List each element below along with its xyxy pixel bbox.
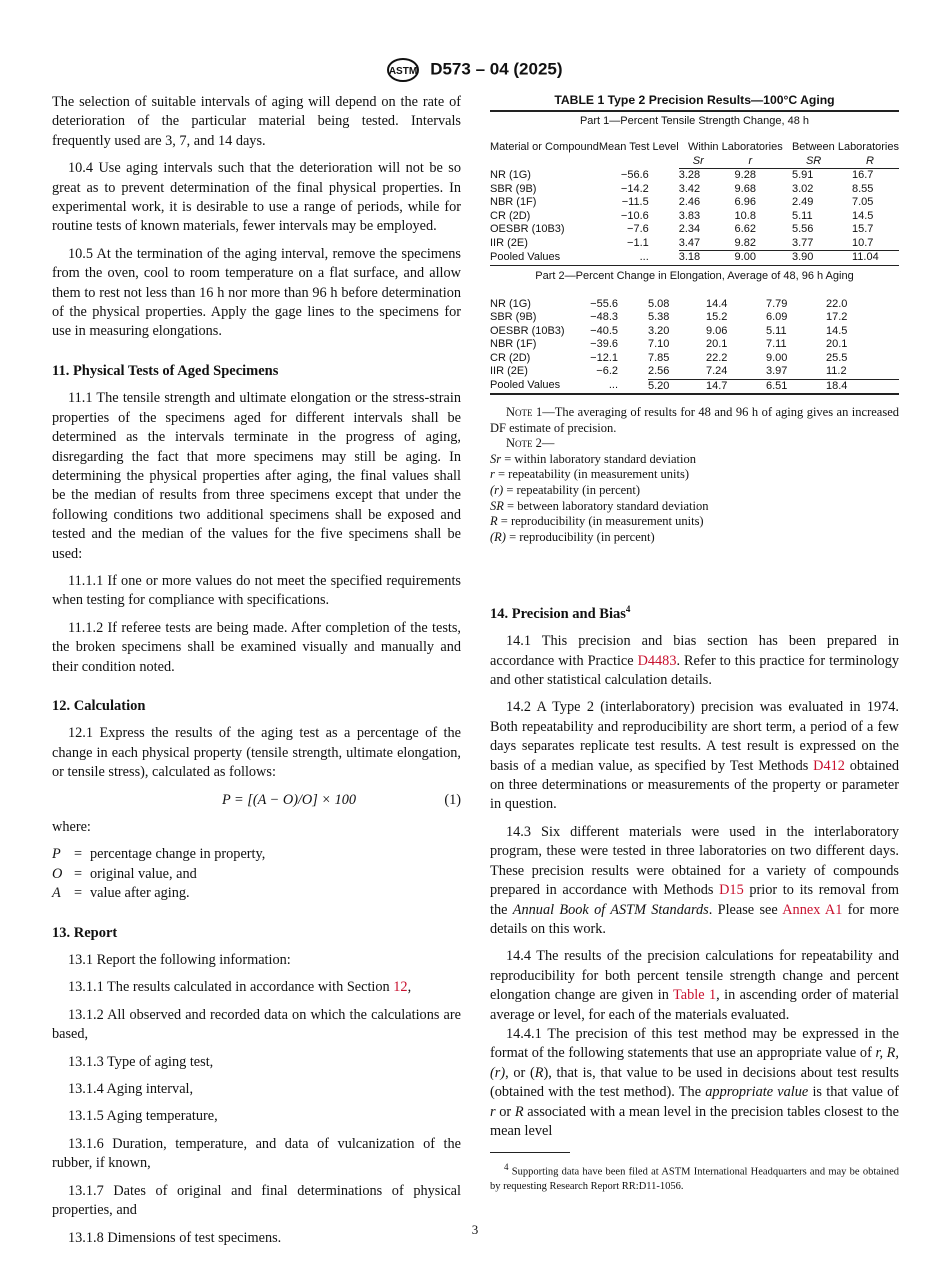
table-cell: 6.09	[766, 311, 788, 323]
table-row	[490, 223, 899, 237]
col-header-SR: SR	[792, 155, 852, 169]
table-cell: 3.83	[678, 209, 701, 222]
col-header-r: r	[735, 155, 792, 169]
table-cell: 3.42	[678, 182, 701, 195]
table-cell: NR (1G)	[490, 297, 531, 310]
table-row	[490, 251, 899, 265]
text: associated with a mean level in the precision tables closest to the mean level	[490, 1103, 899, 1139]
paragraph-11-1: 11.1 The tensile strength and ultimate elongation or the stress-strain properties of the specimens aged for different intervals shall be determined as the intervals terminate in the progress of aging, disregarding the fact that more specimens may still be aging. In determining the physical properties after aging, the final values shall be the median of results from three specimens except that under the following conditions two additional specimens shall be exposed and tested and the median of the values for the five specimens shall be used:	[52, 390, 461, 562]
table-cell: 2.34	[678, 223, 701, 235]
table-cell: 5.08	[648, 297, 670, 310]
text: prior to its removal from the	[490, 882, 899, 918]
variable-definition: percentage change in property,	[90, 846, 266, 863]
table-cell: SBR (9B)	[490, 311, 537, 323]
table-cell: 8.55	[851, 182, 874, 195]
equals-sign: =	[74, 885, 83, 902]
italic-text: R	[534, 1064, 544, 1081]
variable-definition: value after aging.	[90, 885, 190, 902]
annex-a1-link[interactable]: Annex A1	[782, 901, 843, 918]
paragraph-13-1-4: 13.1.4 Aging interval,	[68, 1081, 194, 1098]
table-cell: 9.00	[766, 351, 788, 364]
table-cell: 3.02	[791, 182, 814, 195]
symbol: R	[490, 514, 498, 529]
footnote	[490, 1152, 899, 1195]
note-1	[490, 405, 899, 436]
table-row	[490, 365, 899, 379]
table-cell: IIR (2E)	[490, 236, 528, 249]
table-cell: NR (1G)	[490, 168, 531, 181]
where-label: where:	[52, 819, 91, 835]
text: obtained on three determinations or measurements of the property or parameter in question.	[490, 757, 899, 813]
section-12-link[interactable]: 12	[393, 979, 408, 996]
table-cell: 14.5	[826, 324, 848, 337]
table-cell: OESBR (10B3)	[490, 223, 565, 235]
paragraph-14-4-1	[490, 1025, 899, 1141]
paragraph-12-1: 12.1 Express the results of the aging test as a percentage of the change in each physical property (tensile strength, ultimate elongation, or tensile stress), calculated as follows:	[52, 725, 461, 781]
table-title: TABLE 1 Type 2 Precision Results—100°C Aging	[554, 93, 835, 107]
table-cell: −56.6	[620, 168, 649, 181]
table-cell: 15.7	[851, 223, 874, 235]
paragraph-13-1-7: 13.1.7 Dates of original and final determinations of physical properties, and	[52, 1182, 461, 1219]
table-cell: ...	[608, 379, 618, 392]
table-row	[490, 338, 899, 352]
table-cell: −12.1	[590, 351, 618, 364]
note-label: Note 2	[506, 436, 542, 451]
table-cell: 18.4	[826, 379, 899, 394]
col-header-between: Between Laboratories	[791, 141, 899, 153]
italic-text: appropriate value	[705, 1084, 809, 1101]
table-cell: 20.1	[706, 338, 728, 350]
table-cell: NBR (1F)	[490, 196, 537, 208]
table-row	[490, 237, 899, 251]
italic-text: r, R, (r)	[490, 1045, 899, 1081]
paragraph-14-1	[490, 632, 899, 690]
left-column	[52, 93, 461, 1256]
astm-logo-icon	[387, 58, 419, 82]
table-cell: 11.2	[826, 365, 847, 377]
note-text: —The averaging of results for 48 and 96 h of aging gives an increased DF estimate of precision.	[490, 405, 899, 435]
note-definition	[490, 514, 899, 530]
table-cell: 9.82	[734, 236, 756, 249]
text: ), that is, that value to be used in decisions about test results (obtained with the test method). The	[490, 1064, 899, 1101]
italic-text: r	[490, 1103, 496, 1120]
definition: = repeatability (in percent)	[503, 482, 641, 497]
d4483-link[interactable]: D4483	[637, 652, 677, 669]
text: is that value of	[808, 1084, 899, 1101]
paragraph-13-1-5: 13.1.5 Aging temperature,	[68, 1108, 218, 1125]
table-cell: 6.62	[734, 223, 756, 235]
part1-table	[490, 141, 899, 265]
page-header	[0, 58, 950, 82]
text: 14.3 Six different materials were used in the interlaboratory program, these were tested in three laboratories on two different days. These precision results were obtained for a variety of compounds prepared in accordance with Methods	[490, 823, 899, 899]
part2-caption: Part 2—Percent Change in Elongation, Average of 48, 96 h Aging	[490, 265, 899, 298]
table-cell: 7.85	[648, 351, 670, 364]
table-row	[490, 379, 899, 394]
note-2	[490, 436, 899, 452]
table-row	[490, 311, 899, 325]
text: 14.4 The results of the precision calculations for repeatability and reproducibility for both percent tensile strength change and percent elongation change are given in	[490, 948, 899, 1004]
symbol: r	[490, 467, 495, 482]
paragraph-13-1-2: 13.1.2 All observed and recorded data on which the calculations are based,	[52, 1006, 461, 1043]
table-row	[490, 298, 899, 312]
section-heading-12: 12. Calculation	[52, 697, 146, 714]
equals-sign: =	[74, 846, 83, 863]
text: for more details on this work.	[490, 901, 899, 937]
text: . Refer to this practice for terminology and other statistical calculation details.	[490, 652, 899, 689]
paragraph-14-2	[490, 698, 899, 814]
part1-caption: Part 1—Percent Tensile Strength Change, 48 h	[490, 110, 899, 141]
table-cell: 17.2	[826, 311, 848, 323]
part2-table	[490, 298, 899, 396]
paragraph-11-1-1: 11.1.1 If one or more values do not meet the specified requirements when testing for compliance with specifications.	[52, 572, 461, 609]
d15-link[interactable]: D15	[719, 882, 744, 899]
table-cell: 5.11	[791, 209, 813, 222]
table-cell: 22.0	[826, 297, 848, 310]
table-cell: −40.5	[590, 324, 618, 337]
variable-definitions	[52, 845, 461, 903]
table-cell: 5.56	[791, 223, 814, 235]
table-cell: 3.90	[792, 251, 852, 265]
table-cell: 3.47	[678, 236, 701, 249]
paragraph-13-1-3: 13.1.3 Type of aging test,	[68, 1053, 214, 1070]
table-cell: Pooled Values	[490, 379, 561, 392]
text: . Please see	[708, 901, 783, 918]
table-cell: CR (2D)	[490, 209, 531, 222]
paragraph-14-4	[490, 947, 899, 1025]
text: or	[495, 1103, 515, 1120]
table-cell: 2.56	[648, 365, 670, 377]
table-row	[490, 325, 899, 339]
table-cell: 7.11	[766, 338, 787, 350]
paragraph-11-1-2: 11.1.2 If referee tests are being made. After completion of the tests, the broken specimens shall be examined visually and manually and their condition noted.	[52, 619, 461, 675]
table-cell: 22.2	[706, 351, 728, 364]
paragraph: The selection of suitable intervals of aging will depend on the rate of deterioration of the particular material being tested. Intervals frequently used are 3, 7, and 14 days.	[52, 94, 461, 149]
table-cell: 3.77	[791, 236, 814, 249]
equation-1	[52, 791, 461, 810]
col-header-R: R	[852, 155, 899, 169]
text: ,	[407, 979, 412, 996]
col-header-material: Material or Compound	[490, 141, 599, 153]
definition: = reproducibility (in percent)	[505, 529, 655, 544]
col-header-within: Within Laboratories	[687, 141, 783, 153]
table-cell: NBR (1F)	[490, 338, 537, 350]
table-cell: Pooled Values	[490, 250, 561, 263]
table-cell: 10.8	[734, 209, 756, 222]
table-cell: 25.5	[826, 351, 848, 364]
table-cell: 5.91	[791, 169, 814, 181]
symbol: Sr	[490, 451, 502, 466]
equation: P = [(A − O)/O] × 100	[222, 791, 357, 808]
section-heading-14	[490, 600, 899, 624]
note-definition	[490, 530, 899, 546]
svg-text:ASTM: ASTM	[389, 66, 418, 77]
table-cell: 5.20	[648, 379, 706, 394]
table-notes	[490, 405, 899, 545]
table-cell: −6.2	[596, 365, 618, 378]
table-row	[490, 210, 899, 224]
table-cell: −10.6	[620, 209, 649, 222]
italic-text: R	[514, 1103, 524, 1120]
table-cell: 5.11	[766, 324, 787, 337]
table-cell: −48.3	[590, 311, 618, 323]
note-definitions	[490, 452, 899, 546]
equation-number: (1)	[444, 791, 461, 808]
table-cell: −7.6	[627, 223, 649, 235]
section-heading-11: 11. Physical Tests of Aged Specimens	[52, 362, 279, 379]
table-cell: ...	[639, 250, 649, 263]
table-cell: −11.5	[621, 196, 649, 208]
paragraph-13-1-8: 13.1.8 Dimensions of test specimens.	[68, 1229, 282, 1246]
table-cell: 5.38	[648, 311, 670, 323]
table-cell: 15.2	[706, 311, 728, 323]
table-cell: 2.46	[678, 196, 701, 208]
table-cell: 3.18	[679, 251, 735, 265]
table-cell: 9.68	[734, 182, 756, 195]
table-row	[490, 169, 899, 183]
variable-symbol: A	[52, 885, 61, 902]
table-cell: −55.6	[590, 297, 618, 310]
note-definition	[490, 499, 899, 515]
note-label: Note 1	[506, 405, 543, 419]
text: 14.4.1 The precision of this test method may be expressed in the format of the following statements that use an appropriate value of	[490, 1025, 899, 1062]
variable-symbol: O	[52, 865, 63, 882]
definition: = within laboratory standard deviation	[501, 451, 696, 466]
footnote-text: Supporting data have been filed at ASTM International Headquarters and may be obtained by requesting Research Report RR:D11-1056.	[490, 1166, 899, 1192]
table-cell: 9.28	[734, 169, 756, 181]
section-heading-13: 13. Report	[52, 924, 118, 941]
symbol: SR	[490, 498, 504, 513]
table-cell: 7.24	[706, 365, 728, 377]
paragraph-14-3	[490, 823, 899, 939]
note-definition	[490, 467, 899, 483]
table-cell: −14.2	[620, 182, 649, 195]
table-cell: 14.7	[706, 379, 766, 394]
table-cell: 3.97	[766, 365, 788, 377]
definition: = repeatability (in measurement units)	[494, 467, 690, 482]
table-cell: 7.79	[766, 297, 788, 310]
paragraph-13-1: 13.1 Report the following information:	[68, 952, 291, 969]
text: , in ascending order of material average or level, for each of the materials evaluated.	[490, 987, 899, 1023]
table-cell: 16.7	[851, 169, 874, 181]
variable-symbol: P	[52, 846, 61, 863]
footnote-ref: 4	[625, 604, 631, 614]
col-header-sr: Sr	[679, 155, 735, 169]
table-cell: 6.96	[734, 196, 756, 208]
right-column	[490, 600, 899, 1149]
variable-definition: original value, and	[90, 865, 197, 882]
symbol: (R)	[490, 529, 506, 544]
table-cell: 10.7	[851, 236, 874, 249]
text: 13.1.1 The results calculated in accordance with Section	[68, 979, 394, 996]
table-cell: 20.1	[826, 338, 848, 350]
table-cell: 14.5	[851, 209, 874, 222]
table-row	[490, 183, 899, 197]
note-definition	[490, 452, 899, 468]
table-cell: CR (2D)	[490, 351, 531, 364]
table-cell: 11.04	[852, 251, 899, 265]
d412-link[interactable]: D412	[813, 757, 845, 774]
note-text: —	[541, 436, 555, 451]
paragraph-10-4: 10.4 Use aging intervals such that the deterioration will not be so great as to prevent determination of the final physical properties. In experimental work, it is desirable to use a range of periods, while for routine tests of known materials, fewer intervals may be employed.	[52, 160, 461, 235]
table-cell: 3.28	[678, 169, 701, 181]
table-cell: −39.6	[590, 338, 618, 350]
definition: = between laboratory standard deviation	[503, 498, 709, 513]
definition: = reproducibility (in measurement units)	[497, 514, 704, 529]
paragraph-10-5: 10.5 At the termination of the aging interval, remove the specimens from the oven, cool to room temperature on a flat surface, and allow them to rest not less than 16 h nor more than 96 h before determination of the physical properties. Apply the gage lines to the specimens for use in measuring elongations.	[52, 245, 461, 340]
table-cell: 9.06	[706, 324, 728, 337]
table-cell: SBR (9B)	[490, 182, 537, 195]
table-row	[490, 352, 899, 366]
table-1-link[interactable]: Table 1	[673, 987, 717, 1004]
table-cell: 9.00	[735, 251, 792, 265]
text: 14.1 This precision and bias section has been prepared in accordance with Practice	[490, 633, 899, 669]
table-row	[490, 196, 899, 210]
document-title: D573 – 04 (2025)	[430, 59, 563, 79]
table-cell: 14.4	[706, 297, 728, 310]
equals-sign: =	[74, 865, 83, 882]
page-number: 3	[471, 1222, 479, 1237]
table-cell: 7.10	[648, 338, 670, 350]
footnote-marker: 4	[504, 1162, 509, 1172]
paragraph-13-1-6: 13.1.6 Duration, temperature, and data of vulcanization of the rubber, if known,	[52, 1135, 461, 1172]
text: 14.2 A Type 2 (interlaboratory) precision was evaluated in 1974. Both repeatability and reproducibility are short term, a period of a few days separates replicate test results. A test result is expressed on the basis of a median value, as specified by Test Methods	[490, 699, 899, 774]
text: , or (	[505, 1064, 535, 1081]
precision-table	[490, 93, 899, 545]
table-cell: −1.1	[627, 236, 649, 249]
table-cell: IIR (2E)	[490, 365, 528, 378]
col-header-mean: Mean Test Level	[598, 141, 679, 153]
table-cell: 2.49	[791, 196, 814, 208]
heading-text: 14. Precision and Bias	[490, 605, 626, 622]
symbol: (r)	[490, 482, 504, 497]
paragraph-13-1-1	[52, 978, 461, 997]
table-cell: OESBR (10B3)	[490, 324, 565, 337]
note-definition	[490, 483, 899, 499]
italic-text: Annual Book of ASTM Standards	[512, 901, 709, 918]
table-cell: 7.05	[851, 196, 874, 208]
table-cell: 3.20	[648, 324, 670, 337]
table-cell: 6.51	[766, 379, 826, 394]
